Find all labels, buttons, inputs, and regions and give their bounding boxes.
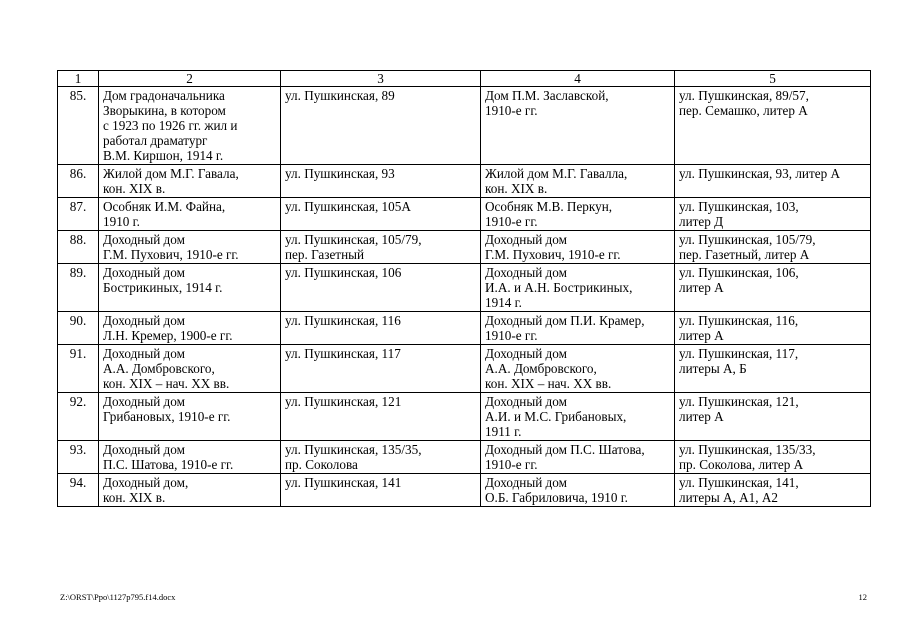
table-row xyxy=(58,165,871,198)
column-header: 3 xyxy=(281,71,481,87)
table-row xyxy=(58,312,871,345)
row-number-cell: 92. xyxy=(58,393,99,441)
column-header: 1 xyxy=(58,71,99,87)
table-row xyxy=(58,264,871,312)
table-header-row xyxy=(58,71,871,87)
object-address-cell: ул. Пушкинская, 121 xyxy=(281,393,481,441)
revised-name-cell: Доходный дом П.С. Шатова, 1910-е гг. xyxy=(481,441,675,474)
revised-address-cell: ул. Пушкинская, 93, литер А xyxy=(675,165,871,198)
object-address-cell: ул. Пушкинская, 106 xyxy=(281,264,481,312)
revised-address-cell: ул. Пушкинская, 135/33, пр. Соколова, литер А xyxy=(675,441,871,474)
object-name-cell: Особняк И.М. Файна, 1910 г. xyxy=(99,198,281,231)
revised-name-cell: Жилой дом М.Г. Гавалла, кон. XIX в. xyxy=(481,165,675,198)
footer-page-number: 12 xyxy=(858,592,867,602)
revised-name-cell: Доходный дом А.А. Домбровского, кон. XIX – нач. XX вв. xyxy=(481,345,675,393)
object-name-cell: Доходный дом Бострикиных, 1914 г. xyxy=(99,264,281,312)
object-name-cell: Дом градоначальника Зворыкина, в котором с 1923 по 1926 гг. жил и работал драматург В.М. Киршон, 1914 г. xyxy=(99,87,281,165)
object-address-cell: ул. Пушкинская, 116 xyxy=(281,312,481,345)
object-address-cell: ул. Пушкинская, 93 xyxy=(281,165,481,198)
object-address-cell: ул. Пушкинская, 89 xyxy=(281,87,481,165)
revised-name-cell: Особняк М.В. Перкун, 1910-е гг. xyxy=(481,198,675,231)
row-number-cell: 94. xyxy=(58,474,99,507)
table-row xyxy=(58,87,871,165)
object-name-cell: Доходный дом А.А. Домбровского, кон. XIX – нач. XX вв. xyxy=(99,345,281,393)
table-row xyxy=(58,198,871,231)
object-name-cell: Доходный дом Г.М. Пухович, 1910-е гг. xyxy=(99,231,281,264)
object-name-cell: Доходный дом, кон. XIX в. xyxy=(99,474,281,507)
row-number-cell: 86. xyxy=(58,165,99,198)
object-address-cell: ул. Пушкинская, 117 xyxy=(281,345,481,393)
row-number-cell: 87. xyxy=(58,198,99,231)
row-number-cell: 90. xyxy=(58,312,99,345)
footer-file-path: Z:\ORST\Ppo\1127p795.f14.docx xyxy=(60,592,176,602)
object-address-cell: ул. Пушкинская, 135/35, пр. Соколова xyxy=(281,441,481,474)
revised-name-cell: Доходный дом А.И. и М.С. Грибановых, 1911 г. xyxy=(481,393,675,441)
revised-address-cell: ул. Пушкинская, 116, литер А xyxy=(675,312,871,345)
table-row xyxy=(58,474,871,507)
table-row xyxy=(58,231,871,264)
revised-address-cell: ул. Пушкинская, 117, литеры А, Б xyxy=(675,345,871,393)
revised-address-cell: ул. Пушкинская, 141, литеры А, А1, А2 xyxy=(675,474,871,507)
revised-name-cell: Доходный дом Г.М. Пухович, 1910-е гг. xyxy=(481,231,675,264)
table-row xyxy=(58,345,871,393)
row-number-cell: 91. xyxy=(58,345,99,393)
object-name-cell: Доходный дом Л.Н. Кремер, 1900-е гг. xyxy=(99,312,281,345)
revised-address-cell: ул. Пушкинская, 121, литер А xyxy=(675,393,871,441)
revised-name-cell: Доходный дом О.Б. Габриловича, 1910 г. xyxy=(481,474,675,507)
table-row xyxy=(58,393,871,441)
heritage-objects-table xyxy=(57,70,871,507)
row-number-cell: 89. xyxy=(58,264,99,312)
object-name-cell: Жилой дом М.Г. Гавала, кон. XIX в. xyxy=(99,165,281,198)
object-name-cell: Доходный дом П.С. Шатова, 1910-е гг. xyxy=(99,441,281,474)
revised-address-cell: ул. Пушкинская, 105/79, пер. Газетный, литер А xyxy=(675,231,871,264)
row-number-cell: 85. xyxy=(58,87,99,165)
revised-address-cell: ул. Пушкинская, 103, литер Д xyxy=(675,198,871,231)
column-header: 5 xyxy=(675,71,871,87)
revised-name-cell: Доходный дом П.И. Крамер, 1910-е гг. xyxy=(481,312,675,345)
table-row xyxy=(58,441,871,474)
object-address-cell: ул. Пушкинская, 105А xyxy=(281,198,481,231)
column-header: 2 xyxy=(99,71,281,87)
row-number-cell: 93. xyxy=(58,441,99,474)
revised-name-cell: Доходный дом И.А. и А.Н. Бострикиных, 1914 г. xyxy=(481,264,675,312)
object-address-cell: ул. Пушкинская, 141 xyxy=(281,474,481,507)
column-header: 4 xyxy=(481,71,675,87)
object-address-cell: ул. Пушкинская, 105/79, пер. Газетный xyxy=(281,231,481,264)
object-name-cell: Доходный дом Грибановых, 1910-е гг. xyxy=(99,393,281,441)
revised-name-cell: Дом П.М. Заславской, 1910-е гг. xyxy=(481,87,675,165)
revised-address-cell: ул. Пушкинская, 89/57, пер. Семашко, литер А xyxy=(675,87,871,165)
revised-address-cell: ул. Пушкинская, 106, литер А xyxy=(675,264,871,312)
row-number-cell: 88. xyxy=(58,231,99,264)
